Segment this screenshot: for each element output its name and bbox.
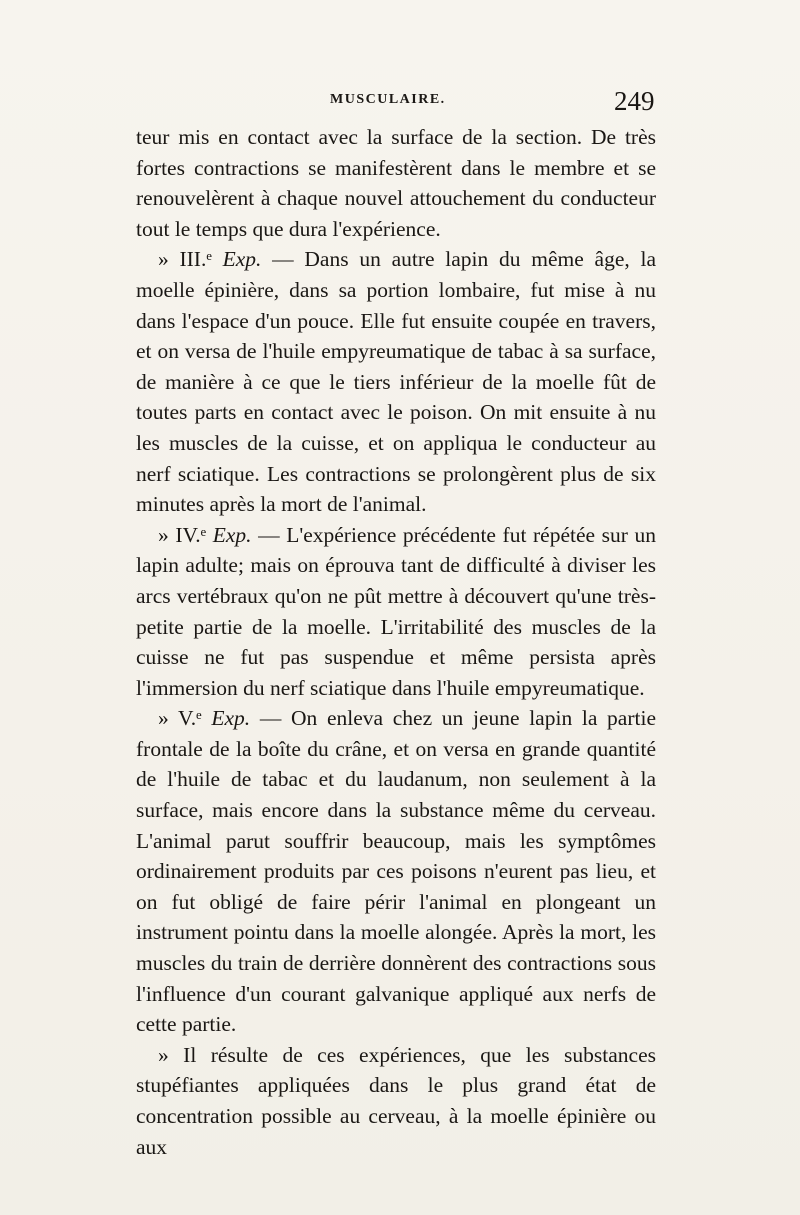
paragraph-1: teur mis en contact avec la surface de la section. De très fortes contractions se manifestèrent dans le membre et se renouvelèrent à chaque nouvel attouchement du conducteur tout le temps que dura l'expérience. (136, 125, 656, 241)
paragraph-text: — On enleva chez un jeune lapin la partie frontale de la boîte du crâne, et on versa en grande quantité de l'huile de tabac et du laudanum, non seulement à la surface, mais encore dans la substance même du cerveau. L'animal parut souffrir beaucoup, mais les symptômes ordinairement produits par ces poisons n'eurent pas lieu, et on fut obligé de faire périr l'animal en plongeant un instrument pointu dans la moelle alongée. Après la mort, les muscles du train de derrière donnèrent des contractions sous l'influence d'un courant galvanique appliqué aux nerfs de cette partie. (136, 706, 656, 1037)
experience-number: » III.ᵉ (158, 247, 223, 272)
page-number: 249 (614, 86, 655, 116)
paragraph-4 (136, 703, 656, 1040)
experience-label: Exp. (212, 522, 252, 547)
paragraph-text: — Dans un autre lapin du même âge, la moelle épinière, dans sa portion lombaire, fut mise à nu dans l'espace d'un pouce. Elle fut ensuite coupée en travers, et on versa de l'huile empyreumatique de tabac à sa surface, de manière à ce que le tiers inférieur de la moelle fût de toutes parts en contact avec le poison. On mit ensuite à nu les muscles de la cuisse, et on appliqua le conducteur au nerf sciatique. Les contractions se prolongèrent plus de six minutes après la mort de l'animal. (136, 247, 656, 517)
paragraph-text: — L'expérience précédente fut répétée sur un lapin adulte; mais on éprouva tant de difficulté à diviser les arcs vertébraux qu'on ne pût mettre à découvert qu'une très-petite partie de la moelle. L'irritabilité des muscles de la cuisse ne fut pas suspendue et même persista après l'immersion du nerf sciatique dans l'huile empyreumatique. (136, 522, 656, 700)
paragraph-5: » Il résulte de ces expériences, que les substances stupéfiantes appliquées dans le plus grand état de concentration possible au cerveau, à la moelle épinière ou aux (136, 1042, 656, 1159)
experience-number: » IV.ᵉ (158, 522, 213, 547)
experience-label: Exp. (222, 247, 262, 272)
experience-label: Exp. (211, 706, 251, 731)
experience-number: » V.ᵉ (158, 706, 212, 731)
paragraph-2 (136, 244, 656, 519)
body-text (136, 122, 656, 1162)
paragraph-3 (136, 520, 656, 704)
running-title: MUSCULAIRE. (330, 92, 446, 107)
